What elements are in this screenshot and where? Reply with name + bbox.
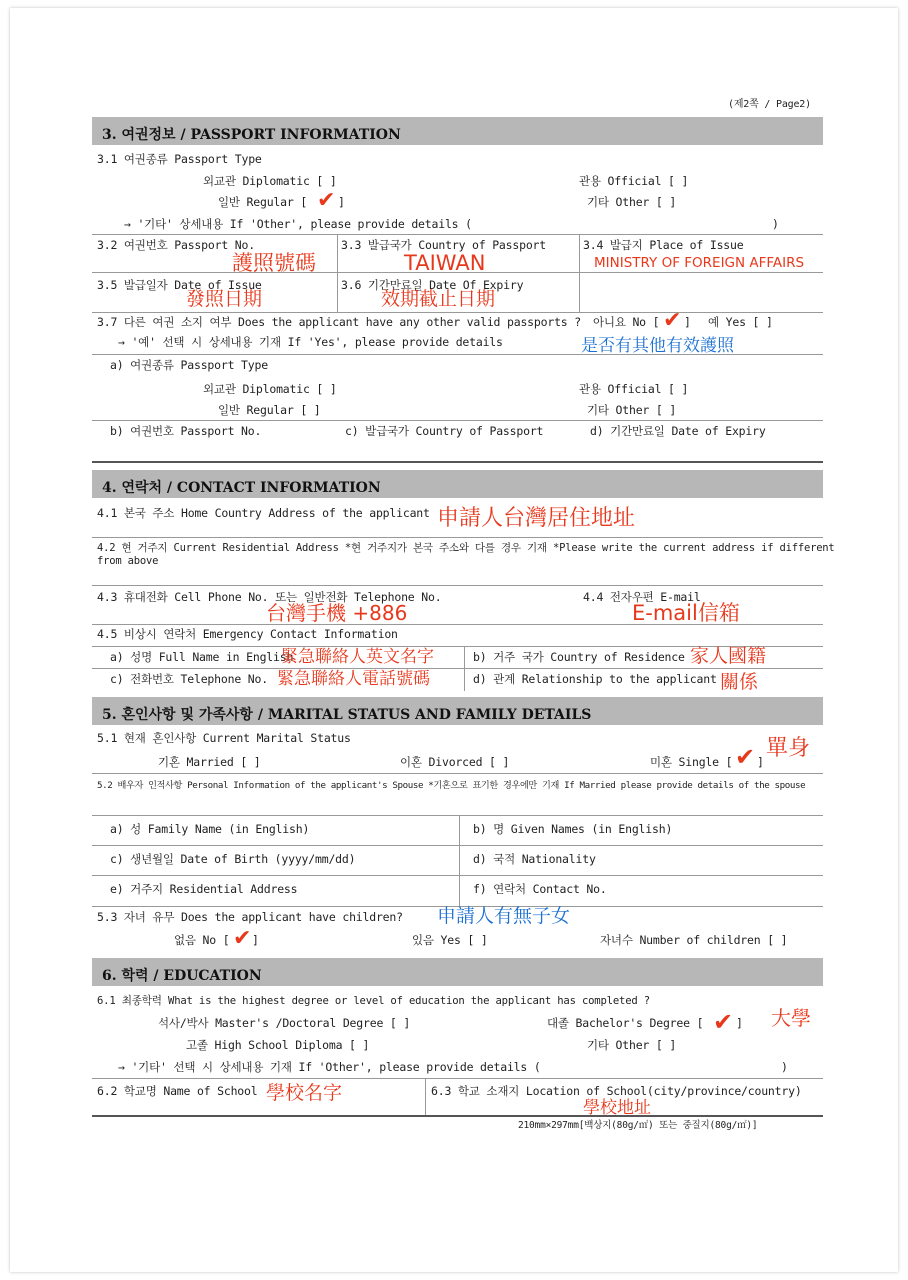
divider xyxy=(92,420,823,421)
divider xyxy=(579,234,580,312)
divider xyxy=(459,815,460,906)
section-title: 4. 연락처 / CONTACT INFORMATION xyxy=(102,480,381,496)
family-name-label: a) 성 Family Name (in English) xyxy=(110,822,310,836)
annotation-em-country: 家人國籍 xyxy=(690,645,767,667)
nationality-label: d) 국적 Nationality xyxy=(473,852,596,866)
annotation-bachelor: 大學 xyxy=(771,1006,811,1030)
children-no-bracket: ] xyxy=(252,933,259,947)
spouse-label: 5.2 배우자 인적사항 Personal Information of the applicant's Spouse *기혼으로 표기한 경우에만 기재 If Married please provide details of the spouse xyxy=(97,780,806,791)
annotation-issue-date: 發照日期 xyxy=(186,288,263,310)
section-title: 3. 여권정보 / PASSPORT INFORMATION xyxy=(102,127,401,143)
paper-spec-footer: 210mm×297mm[백상지(80g/㎡) 또는 중질지(80g/㎡)] xyxy=(518,1120,758,1131)
contact-no-label: f) 연락처 Contact No. xyxy=(473,882,607,896)
passport-no-label: 3.2 여권번호 Passport No. xyxy=(97,238,255,252)
checkmark-icon: ✔ xyxy=(735,743,756,771)
bachelor-bracket: ] xyxy=(736,1016,743,1030)
annotation-em-name: 緊急聯絡人英文名字 xyxy=(281,647,434,667)
other-passport-no[interactable]: 아니요 No [ xyxy=(593,315,660,329)
divider xyxy=(92,624,823,625)
bachelor-option[interactable]: 대졸 Bachelor's Degree [ xyxy=(547,1016,704,1030)
home-address-label: 4.1 본국 주소 Home Country Address of the applicant xyxy=(97,506,430,520)
annotation-country: TAIWAN xyxy=(404,251,486,275)
divider xyxy=(92,815,823,816)
checkmark-icon: ✔ xyxy=(233,926,252,951)
annotation-expiry-date: 效期截止日期 xyxy=(381,288,496,310)
page-label: (제2쪽 / Page2) xyxy=(728,99,811,110)
annotation-school-name: 學校名字 xyxy=(266,1082,343,1104)
other-edu-option[interactable]: 기타 Other [ ] xyxy=(587,1038,677,1052)
single-bracket: ] xyxy=(757,755,764,769)
checkmark-icon: ✔ xyxy=(663,308,682,333)
em-tel-label: c) 전화번호 Telephone No. xyxy=(110,672,268,686)
dob-label: c) 생년월일 Date of Birth (yyyy/mm/dd) xyxy=(110,852,356,866)
current-address-label: 4.2 현 거주지 Current Residential Address *현 거주지가 본국 주소와 다를 경우 기재 *Please write the current address if different xyxy=(97,542,835,554)
divider xyxy=(92,461,823,463)
diplomatic-option[interactable]: 외교관 Diplomatic [ ] xyxy=(203,174,337,188)
country-label: 3.3 발급국가 Country of Passport xyxy=(341,238,547,252)
other-details-label: → '기타' 상세내용 If 'Other', please provide details ( xyxy=(124,217,472,231)
em-rel-label: d) 관계 Relationship to the applicant xyxy=(473,672,717,686)
sub-country: c) 발급국가 Country of Passport xyxy=(345,424,544,438)
single-option[interactable]: 미혼 Single [ xyxy=(650,755,733,769)
divider xyxy=(92,312,823,313)
current-address-label-2: from above xyxy=(97,555,159,567)
em-name-label: a) 성명 Full Name in English xyxy=(110,650,294,664)
residential-label: e) 거주지 Residential Address xyxy=(110,882,298,896)
section-title: 5. 혼인사항 및 가족사항 / MARITAL STATUS AND FAMILY DETAILS xyxy=(102,707,592,723)
section-passport-header xyxy=(92,117,823,145)
given-names-label: b) 명 Given Names (in English) xyxy=(473,822,673,836)
regular-option-2[interactable]: 일반 Regular [ ] xyxy=(218,403,321,417)
other-passport-question: 3.7 다른 여권 소지 여부 Does the applicant have any other valid passports ? xyxy=(97,315,581,329)
divider xyxy=(92,272,823,273)
checkmark-icon: ✔ xyxy=(317,188,336,213)
divider xyxy=(92,1115,823,1117)
section-title: 6. 학력 / EDUCATION xyxy=(102,968,262,984)
divider xyxy=(92,537,823,538)
married-option[interactable]: 기혼 Married [ ] xyxy=(158,755,261,769)
other-option-2[interactable]: 기타 Other [ ] xyxy=(587,403,677,417)
annotation-single: 單身 xyxy=(766,736,811,761)
annotation-place: MINISTRY OF FOREIGN AFFAIRS xyxy=(594,255,805,271)
edu-other-details: → '기타' 선택 시 상세내용 기재 If 'Other', please provide details ( xyxy=(118,1060,541,1074)
other-option[interactable]: 기타 Other [ ] xyxy=(587,195,677,209)
divider xyxy=(92,585,823,586)
divider xyxy=(92,668,823,669)
divider xyxy=(92,234,823,235)
diplomatic-option-2[interactable]: 외교관 Diplomatic [ ] xyxy=(203,382,337,396)
sub-expiry: d) 기간만료일 Date of Expiry xyxy=(590,424,766,438)
annotation-other-passport: 是否有其他有效護照 xyxy=(581,336,734,356)
divider xyxy=(337,234,338,312)
annotation-home-address: 申請人台灣居住地址 xyxy=(437,506,636,531)
official-option-2[interactable]: 관용 Official [ ] xyxy=(579,382,689,396)
no-bracket: ] xyxy=(684,315,691,329)
divider xyxy=(464,646,465,691)
em-country-label: b) 거주 국가 Country of Residence xyxy=(473,650,685,664)
children-number[interactable]: 자녀수 Number of children [ ] xyxy=(600,933,788,947)
official-option[interactable]: 관용 Official [ ] xyxy=(579,174,689,188)
section-contact-header xyxy=(92,470,823,498)
master-option[interactable]: 석사/박사 Master's /Doctoral Degree [ ] xyxy=(158,1016,411,1030)
yes-details-label: → '예' 선택 시 상세내용 기재 If 'Yes', please provide details xyxy=(118,335,503,349)
passport-type-label: 3.1 여권종류 Passport Type xyxy=(97,152,262,166)
phone-label: 4.3 휴대전화 Cell Phone No. 또는 일반전화 Telephone No. xyxy=(97,590,442,604)
divider xyxy=(92,875,823,876)
section-education-header xyxy=(92,958,823,986)
divider xyxy=(92,845,823,846)
expiry-date-label: 3.6 기간만료일 Date Of Expiry xyxy=(341,278,524,292)
divider xyxy=(92,773,823,774)
emergency-label: 4.5 비상시 연락처 Emergency Contact Information xyxy=(97,627,398,641)
school-location-label: 6.3 학교 소재지 Location of School(city/province/country) xyxy=(431,1084,802,1098)
annotation-phone: 台灣手機 +886 xyxy=(266,601,408,625)
edu-other-details-end: ) xyxy=(781,1060,788,1074)
children-yes-option[interactable]: 있음 Yes [ ] xyxy=(412,933,488,947)
annotation-passport-no: 護照號碼 xyxy=(232,251,316,275)
children-no-option[interactable]: 없음 No [ xyxy=(174,933,230,947)
email-label: 4.4 전자우편 E-mail xyxy=(583,590,701,604)
annotation-school-location: 學校地址 xyxy=(583,1098,651,1118)
highest-degree-label: 6.1 최종학력 What is the highest degree or level of education the applicant has completed ? xyxy=(97,995,650,1007)
divider xyxy=(92,1078,823,1079)
marital-status-label: 5.1 현재 혼인사항 Current Marital Status xyxy=(97,731,351,745)
regular-option[interactable]: 일반 Regular [ xyxy=(218,195,308,209)
sub-passport-no: b) 여권번호 Passport No. xyxy=(110,424,262,438)
divider xyxy=(425,1078,426,1115)
regular-bracket: ] xyxy=(338,195,345,209)
divorced-option[interactable]: 이혼 Divorced [ ] xyxy=(400,755,510,769)
other-details-end: ) xyxy=(772,217,779,231)
highschool-option[interactable]: 고졸 High School Diploma [ ] xyxy=(186,1038,370,1052)
children-label: 5.3 자녀 유무 Does the applicant have children? xyxy=(97,910,403,924)
checkmark-icon: ✔ xyxy=(713,1008,734,1036)
annotation-email: E-mail信箱 xyxy=(632,601,740,625)
school-name-label: 6.2 학교명 Name of School xyxy=(97,1084,258,1098)
other-passport-yes[interactable]: 예 Yes [ ] xyxy=(708,315,773,329)
place-label: 3.4 발급지 Place of Issue xyxy=(583,238,744,252)
annotation-em-tel: 緊急聯絡人電話號碼 xyxy=(277,669,430,689)
annotation-em-rel: 關係 xyxy=(720,671,759,693)
sub-passport-type: a) 여권종류 Passport Type xyxy=(110,358,268,372)
divider xyxy=(92,354,823,355)
issue-date-label: 3.5 발급일자 Date of Issue xyxy=(97,278,262,292)
annotation-children: 申請人有無子女 xyxy=(437,905,571,927)
section-marital-header xyxy=(92,697,823,725)
